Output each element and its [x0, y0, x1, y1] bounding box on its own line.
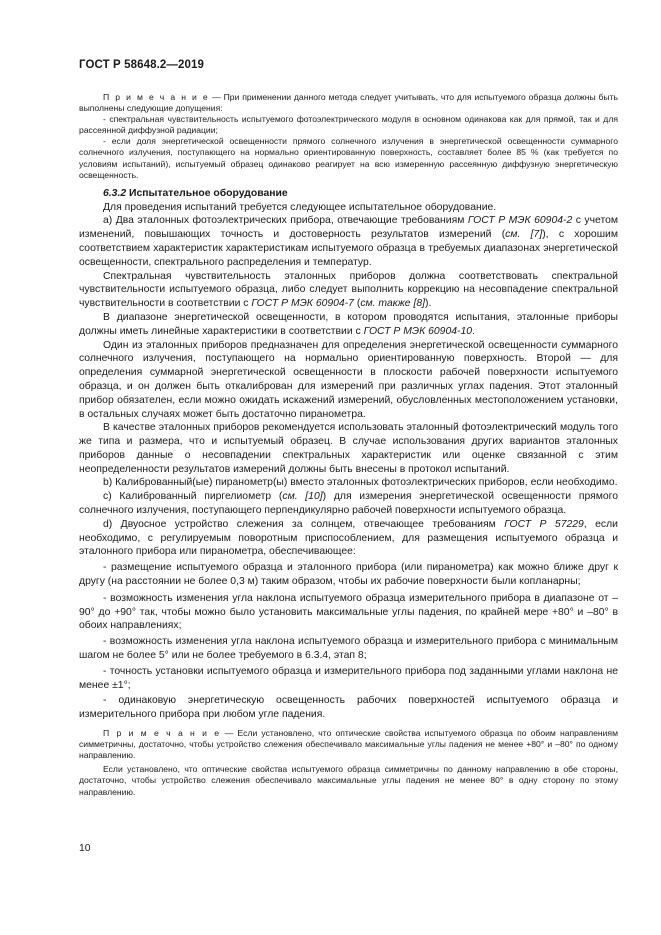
- bibliography-reference: см. также [8]: [360, 298, 425, 310]
- text-run: В диапазоне энергетической освещенности, в котором проводятся испытания, эталонные приборы должны иметь линейные характеристики в соответствии с: [79, 311, 618, 337]
- list-item-b: b) Калиброванный(ые) пиранометр(ы) вместо эталонных фотоэлектрических приборов, если необходимо.: [103, 477, 618, 489]
- sub-list-item: - точность установки испытуемого образца и измерительного прибора под заданными углами наклона не менее ±1°;: [79, 665, 618, 691]
- sub-list-item: - возможность изменения угла наклона испытуемого образца и измерительного прибора с минимальным шагом не более 5° или не более требуемого в 6.3.4, этап 8;: [79, 636, 618, 662]
- bibliography-reference: см. [10]: [282, 491, 323, 503]
- note-label: П р и м е ч а н и е: [103, 92, 210, 102]
- note-lead: — При применении данного метода следует учитывать, что для испытуемого образца должны быть выполнены следующие допущения:: [79, 92, 619, 114]
- page-number: 10: [79, 843, 91, 854]
- note-item: - если доля энергетической освещенности прямого солнечного излучения в энергетической освещенности суммарного солнечного излучения, поступающего на нормально ориентированную поверхность, составляет более 85 % (как требуется по условиям испытаний), испытуемый образец одинаково реагирует на всю измеренную рассеянную диффузную энергетическую освещенность.: [79, 136, 618, 180]
- list-item-a: [79, 214, 618, 269]
- text-run: .: [472, 325, 475, 337]
- note-item: - спектральная чувствительность испытуемого фотоэлектрического модуля в основном одинакова как для прямой, так и для рассеянной диффузной радиации;: [79, 114, 618, 136]
- sub-list-item: - возможность изменения угла наклона испытуемого образца измерительного прибора в диапазоне от –90° до +90° так, чтобы можно было установить максимальные углы падения, по крайней мере +80° и –80° в обоих направлениях;: [79, 592, 618, 632]
- body-paragraph: В качестве эталонных приборов рекомендуется использовать эталонный фотоэлектрический модуль того же типа и размера, что и испытуемый образец. В случае использования других вариантов эталонных приборов данные о несовпадении спектральных характеристик или оценке связанной с этим неопределенности результатов измерений должны быть внесены в протокол испытаний.: [79, 422, 618, 475]
- body-paragraph: Один из эталонных приборов предназначен для определения энергетической освещенности суммарного солнечного излучения, поступающего на нормально ориентированную поверхность. Второй — для определения суммарной энергетической освещенности в плоскости рабочей поверхности испытуемого образца, и он должен быть откалиброван для измерений при различных углах падения. Этот эталонный прибор обязателен, если можно ожидать искажений измерений, обусловленных местоположением установки, в остальных случаях может быть достаточно пиранометра.: [79, 339, 618, 420]
- text-run: а) Два эталонных фотоэлектрических прибора, отвечающие требованиям: [103, 215, 468, 227]
- sub-list-item: - одинаковую энергетическую освещенность рабочих поверхностей испытуемого образца и измерительного прибора при любом угле падения.: [79, 695, 618, 721]
- text-run: , если необходимо, с регулируемым поворотным приспособлением, для размещения испытуемого образца и эталонного прибора или пиранометра, обеспечивающее:: [79, 518, 618, 558]
- text-run: (: [353, 298, 361, 310]
- list-item-d: [79, 518, 618, 559]
- document-header: ГОСТ Р 58648.2—2019: [79, 59, 204, 71]
- body-paragraph: [79, 311, 618, 339]
- bibliography-reference: см. [7]: [505, 229, 543, 241]
- standard-reference: ГОСТ Р МЭК 60904-10: [363, 325, 473, 337]
- text-run: ).: [425, 298, 432, 310]
- standard-reference: ГОСТ Р МЭК 60904-7: [251, 298, 354, 310]
- section-title: Испытательное оборудование: [126, 187, 288, 199]
- note-text: — Если установлено, что оптические свойства испытуемого образца по обоим направлениям симметричны, достаточно, чтобы устройство слежения обеспечивало максимальные углы падения не менее +80° и –80° по одному направлению.: [79, 728, 618, 761]
- body-paragraph: Для проведения испытаний требуется следующее испытательное оборудование.: [103, 201, 497, 213]
- list-item-c: [79, 490, 618, 518]
- section-number: 6.3.2: [103, 187, 127, 199]
- text-run: c) Калиброванный пиргелиометр (: [103, 491, 283, 503]
- standard-reference: ГОСТ Р 57229: [504, 518, 584, 530]
- text-run: ) для измерения энергетической освещенности прямого солнечного излучения, поступающего перпендикулярно рабочей поверхности испытуемого образца.: [79, 491, 618, 517]
- section-heading: [79, 187, 618, 201]
- note-paragraph: Если установлено, что оптические свойства испытуемого образца симметричны по данному направлению в обе стороны, достаточно, чтобы устройство слежения обеспечивало максимальные углы падения не менее 80° в одну сторону по этому направлению.: [79, 764, 618, 797]
- note-paragraph: [79, 92, 618, 114]
- page-content: [79, 92, 618, 798]
- sub-list-item: - размещение испытуемого образца и эталонного прибора (или пиранометра) как можно ближе друг к другу (на расстоянии не более 0,3 м) таким образом, чтобы их рабочие поверхности были копланарны;: [79, 562, 618, 588]
- note-label: П р и м е ч а н и е: [103, 728, 221, 739]
- text-run: d) Двуосное устройство слежения за солнцем, отвечающее требованиям: [103, 518, 505, 530]
- body-paragraph: [79, 270, 618, 311]
- standard-reference: ГОСТ Р МЭК 60904-2: [467, 215, 573, 227]
- text-run: Спектральная чувствительность эталонных приборов должна соответствовать спектральной чувствительности испытуемого образца, либо следует выполнить коррекцию на несовпадение спектральной чувствительности в соответствии с: [79, 270, 618, 310]
- text-run: ), с хорошим соответствием характеристик характеристикам испытуемого образца в требуемых диапазонах энергетической освещенности, спектрального распределения и температур.: [79, 229, 618, 268]
- note-paragraph: [79, 728, 618, 761]
- text-run: с учетом изменений, повышающих точность и достоверность результатов измерений (: [79, 215, 619, 241]
